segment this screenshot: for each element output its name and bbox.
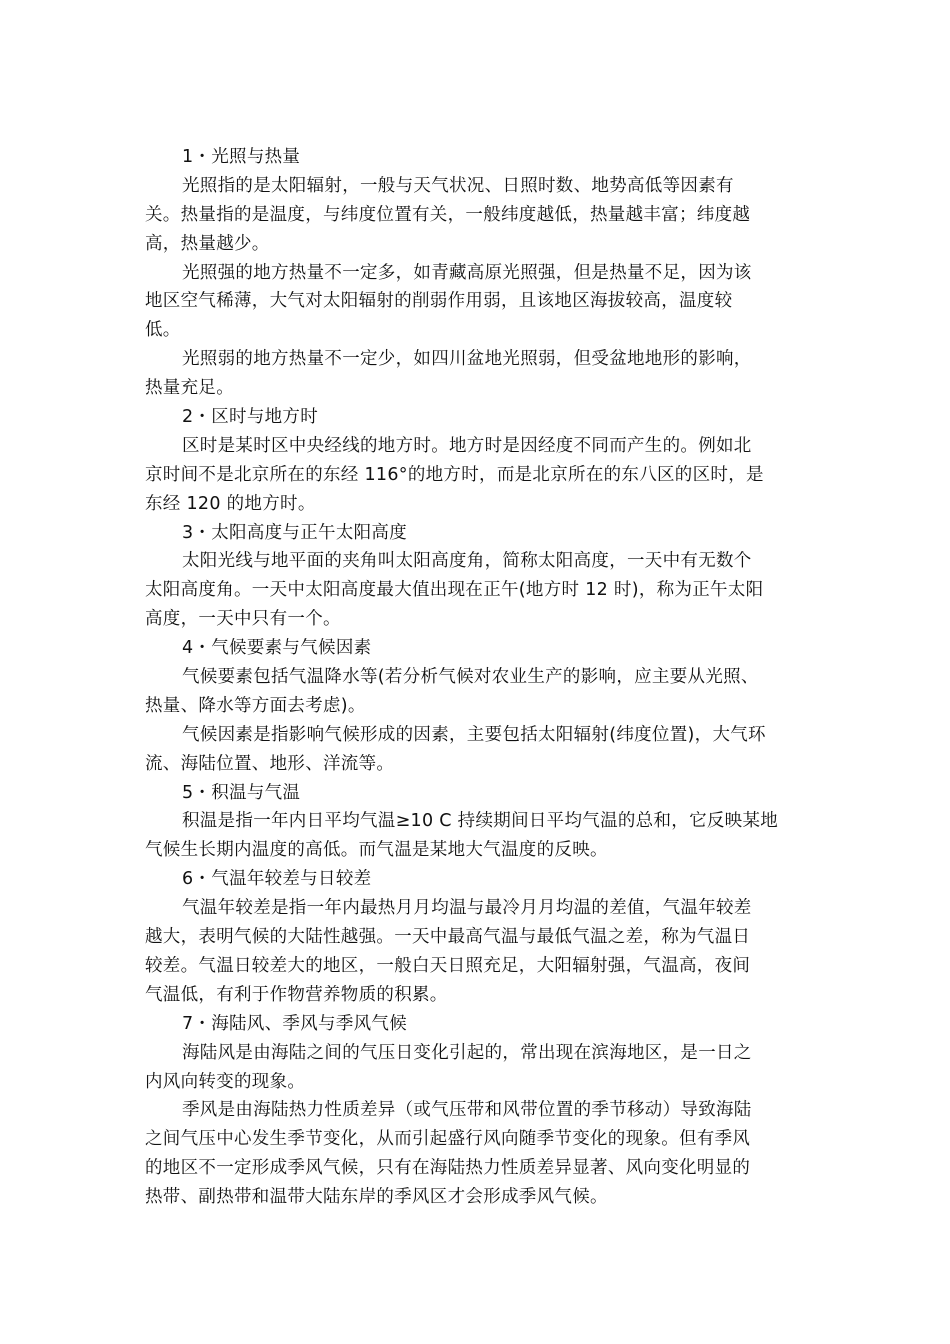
text-line: 区时是某时区中央经线的地方时。地方时是因经度不同而产生的。例如北 (182, 435, 752, 456)
text-line: 气候因素是指影响气候形成的因素，主要包括太阳辐射(纬度位置)，大气环 (182, 724, 766, 745)
text-line: 越大，表明气候的大陆性越强。一天中最高气温与最低气温之差，称为气温日 (145, 927, 751, 948)
text-line: 积温是指一年内日平均气温≥10 C 持续期间日平均气温的总和，它反映某地 (182, 811, 779, 832)
text-line: 东经 120 的地方时。 (145, 493, 316, 514)
text-line: 3・太阳高度与正午太阳高度 (182, 522, 408, 543)
text-line: 太阳高度角。一天中太阳高度最大值出现在正午(地方时 12 时)，称为正午太阳 (145, 580, 764, 601)
text-line: 高度，一天中只有一个。 (145, 609, 341, 630)
text-line: 内风向转变的现象。 (145, 1071, 306, 1092)
text-line: 季风是由海陆热力性质差异（或气压带和风带位置的季节移动）导致海陆 (182, 1100, 752, 1121)
text-line: 海陆风是由海陆之间的气压日变化引起的，常出现在滨海地区，是一日之 (182, 1042, 752, 1063)
text-line: 热量充足。 (145, 378, 234, 399)
text-line: 光照强的地方热量不一定多，如青藏高原光照强，但是热量不足，因为该 (182, 262, 752, 283)
text-line: 气候要素包括气温降水等(若分析气候对农业生产的影响，应主要从光照、 (182, 667, 759, 688)
text-line: 2・区时与地方时 (182, 407, 319, 428)
text-line: 7・海陆风、季风与季风气候 (182, 1013, 408, 1034)
text-line: 的地区不一定形成季风气候，只有在海陆热力性质差异显著、风向变化明显的 (145, 1158, 751, 1179)
text-line: 4・气候要素与气候因素 (182, 638, 372, 659)
text-line: 关。热量指的是温度，与纬度位置有关，一般纬度越低，热量越丰富；纬度越 (145, 204, 751, 225)
text-line: 1・光照与热量 (182, 147, 301, 167)
text-line: 高，热量越少。 (145, 233, 270, 254)
text-line: 气温低，有利于作物营养物质的积累。 (145, 984, 448, 1005)
text-line: 地区空气稀薄，大气对太阳辐射的削弱作用弱，且该地区海拔较高，温度较 (145, 291, 733, 312)
text-line: 热量、降水等方面去考虑)。 (145, 695, 366, 716)
text-line: 京时间不是北京所在的东经 116°的地方时，而是北京所在的东八区的区时，是 (145, 464, 764, 485)
text-line: 较差。气温日较差大的地区，一般白天日照充足，大阳辐射强，气温高，夜间 (145, 955, 751, 976)
text-line: 气温年较差是指一年内最热月月均温与最冷月月均温的差值，气温年较差 (182, 898, 752, 919)
text-line: 低。 (145, 320, 181, 341)
text-line: 热带、副热带和温带大陆东岸的季风区才会形成季风气候。 (145, 1187, 608, 1208)
document-body (145, 143, 810, 1212)
text-line: 6・气温年较差与日较差 (182, 869, 372, 890)
text-line: 5・积温与气温 (182, 782, 301, 803)
text-line: 之间气压中心发生季节变化，从而引起盛行风向随季节变化的现象。但有季风 (145, 1129, 751, 1150)
text-line: 气候生长期内温度的高低。而气温是某地大气温度的反映。 (145, 840, 608, 861)
text-line: 太阳光线与地平面的夹角叫太阳高度角，简称太阳高度，一天中有无数个 (182, 551, 752, 572)
text-line: 流、海陆位置、地形、洋流等。 (145, 753, 395, 774)
text-line: 光照指的是太阳辐射，一般与天气状况、日照时数、地势高低等因素有 (182, 175, 734, 196)
text-line: 光照弱的地方热量不一定少，如四川盆地光照弱，但受盆地地形的影响， (182, 349, 752, 370)
